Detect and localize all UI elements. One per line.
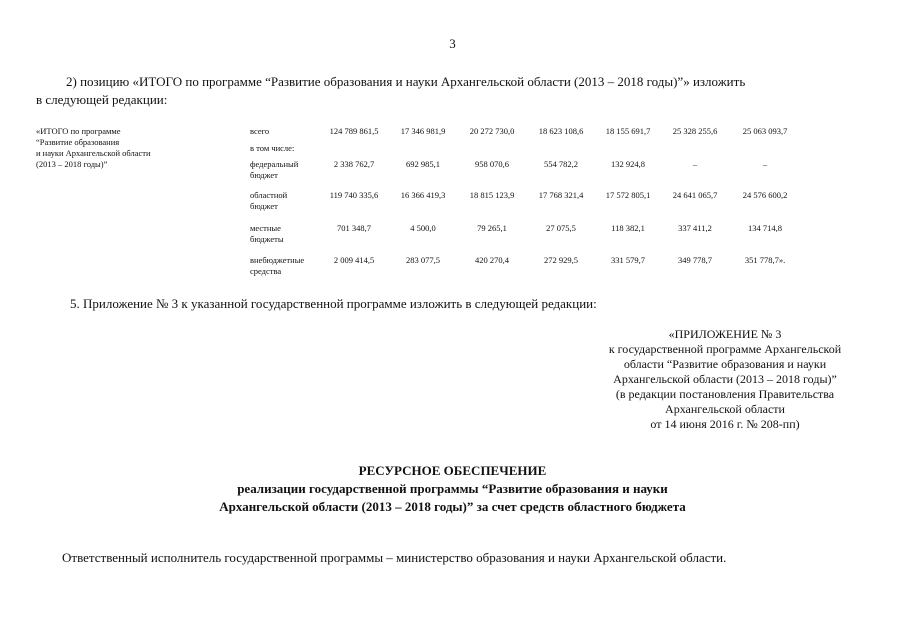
- table-left-label: [36, 126, 151, 170]
- table-left-label-line: «ИТОГО по программе: [36, 126, 121, 136]
- table-cell: 4 500,0: [410, 223, 436, 233]
- table-cell: 25 063 093,7: [742, 126, 788, 136]
- table-cell: 701 348,7: [337, 223, 371, 233]
- heading-line-3: Архангельской области (2013 – 2018 годы)” за счет средств областного бюджета: [219, 499, 686, 514]
- row-label-including: в том числе:: [250, 143, 295, 153]
- row-label-line: местные: [250, 223, 281, 233]
- appendix-line: Архангельской области (2013 – 2018 годы)”: [613, 372, 837, 386]
- row-label-regional: [250, 190, 287, 212]
- table-cell: 554 782,2: [544, 159, 578, 169]
- table-cell: 124 789 861,5: [329, 126, 379, 136]
- table-cell: 2 009 414,5: [333, 255, 375, 265]
- row-label-line: бюджет: [250, 201, 278, 211]
- table-cell: 18 623 108,6: [538, 126, 584, 136]
- table-cell: 331 579,7: [611, 255, 645, 265]
- heading-line-1: РЕСУРСНОЕ ОБЕСПЕЧЕНИЕ: [358, 463, 547, 478]
- heading-line-2: реализации государственной программы “Развитие образования и науки: [237, 481, 668, 496]
- appendix-line: Архангельской области: [665, 402, 785, 416]
- row-label-federal: [250, 159, 298, 181]
- appendix-line: к государственной программе Архангельской: [608, 342, 842, 356]
- table-cell: –: [762, 159, 768, 169]
- appendix-line: области “Развитие образования и науки: [623, 357, 827, 371]
- appendix-line: «ПРИЛОЖЕНИЕ № 3: [668, 327, 782, 341]
- row-label-line: бюджет: [250, 170, 278, 180]
- row-label-line: федеральный: [250, 159, 299, 169]
- table-cell: 337 411,2: [678, 223, 712, 233]
- table-cell: 16 366 419,3: [400, 190, 446, 200]
- table-cell: 692 985,1: [406, 159, 440, 169]
- row-label-total: всего: [250, 126, 270, 136]
- table-cell: 20 272 730,0: [469, 126, 515, 136]
- row-label-line: средства: [250, 266, 282, 276]
- appendix-line: (в редакции постановления Правительства: [615, 387, 835, 401]
- table-left-label-line: (2013 – 2018 годы)”: [36, 159, 108, 169]
- table-cell: 351 778,7».: [744, 255, 786, 265]
- table-cell: 132 924,8: [611, 159, 645, 169]
- paragraph-2-line-2: в следующей редакции:: [36, 92, 168, 107]
- table-cell: 27 075,5: [546, 223, 576, 233]
- table-cell: 17 572 805,1: [605, 190, 651, 200]
- table-cell: 25 328 255,6: [672, 126, 718, 136]
- table-cell: 79 265,1: [477, 223, 507, 233]
- table-cell: 2 338 762,7: [333, 159, 375, 169]
- row-label-line: областной: [250, 190, 288, 200]
- table-cell: 134 714,8: [748, 223, 782, 233]
- table-cell: 118 382,1: [611, 223, 645, 233]
- table-cell: 119 740 335,6: [329, 190, 379, 200]
- table-cell: 24 641 065,7: [672, 190, 718, 200]
- row-label-local: [250, 223, 284, 245]
- table-cell: 420 270,4: [475, 255, 509, 265]
- table-cell: 283 077,5: [406, 255, 440, 265]
- table-cell: –: [692, 159, 698, 169]
- table-left-label-line: и науки Архангельской области: [36, 148, 151, 158]
- table-cell: 17 346 981,9: [400, 126, 446, 136]
- table-cell: 349 778,7: [678, 255, 712, 265]
- table-cell: 272 929,5: [544, 255, 578, 265]
- row-label-extrabudget: [250, 255, 304, 277]
- table-cell: 18 155 691,7: [605, 126, 651, 136]
- table-cell: 18 815 123,9: [469, 190, 515, 200]
- responsible-executor: Ответственный исполнитель государственной программы – министерство образования и науки Архангельской области.: [62, 550, 727, 565]
- row-label-line: бюджеты: [250, 234, 284, 244]
- appendix-line: от 14 июня 2016 г. № 208-пп): [650, 417, 800, 431]
- paragraph-2-line-1: 2) позицию «ИТОГО по программе “Развитие образования и науки Архангельской области (2013 – 2018 годы)”» изложить: [66, 74, 746, 89]
- row-label-line: внебюджетные: [250, 255, 305, 265]
- table-left-label-line: “Развитие образования: [36, 137, 120, 147]
- table-cell: 958 070,6: [475, 159, 509, 169]
- appendix-header: [584, 327, 866, 432]
- table-cell: 17 768 321,4: [538, 190, 584, 200]
- paragraph-5: 5. Приложение № 3 к указанной государственной программе изложить в следующей редакции:: [70, 296, 597, 311]
- table-cell: 24 576 600,2: [742, 190, 788, 200]
- page-number: 3: [449, 36, 456, 51]
